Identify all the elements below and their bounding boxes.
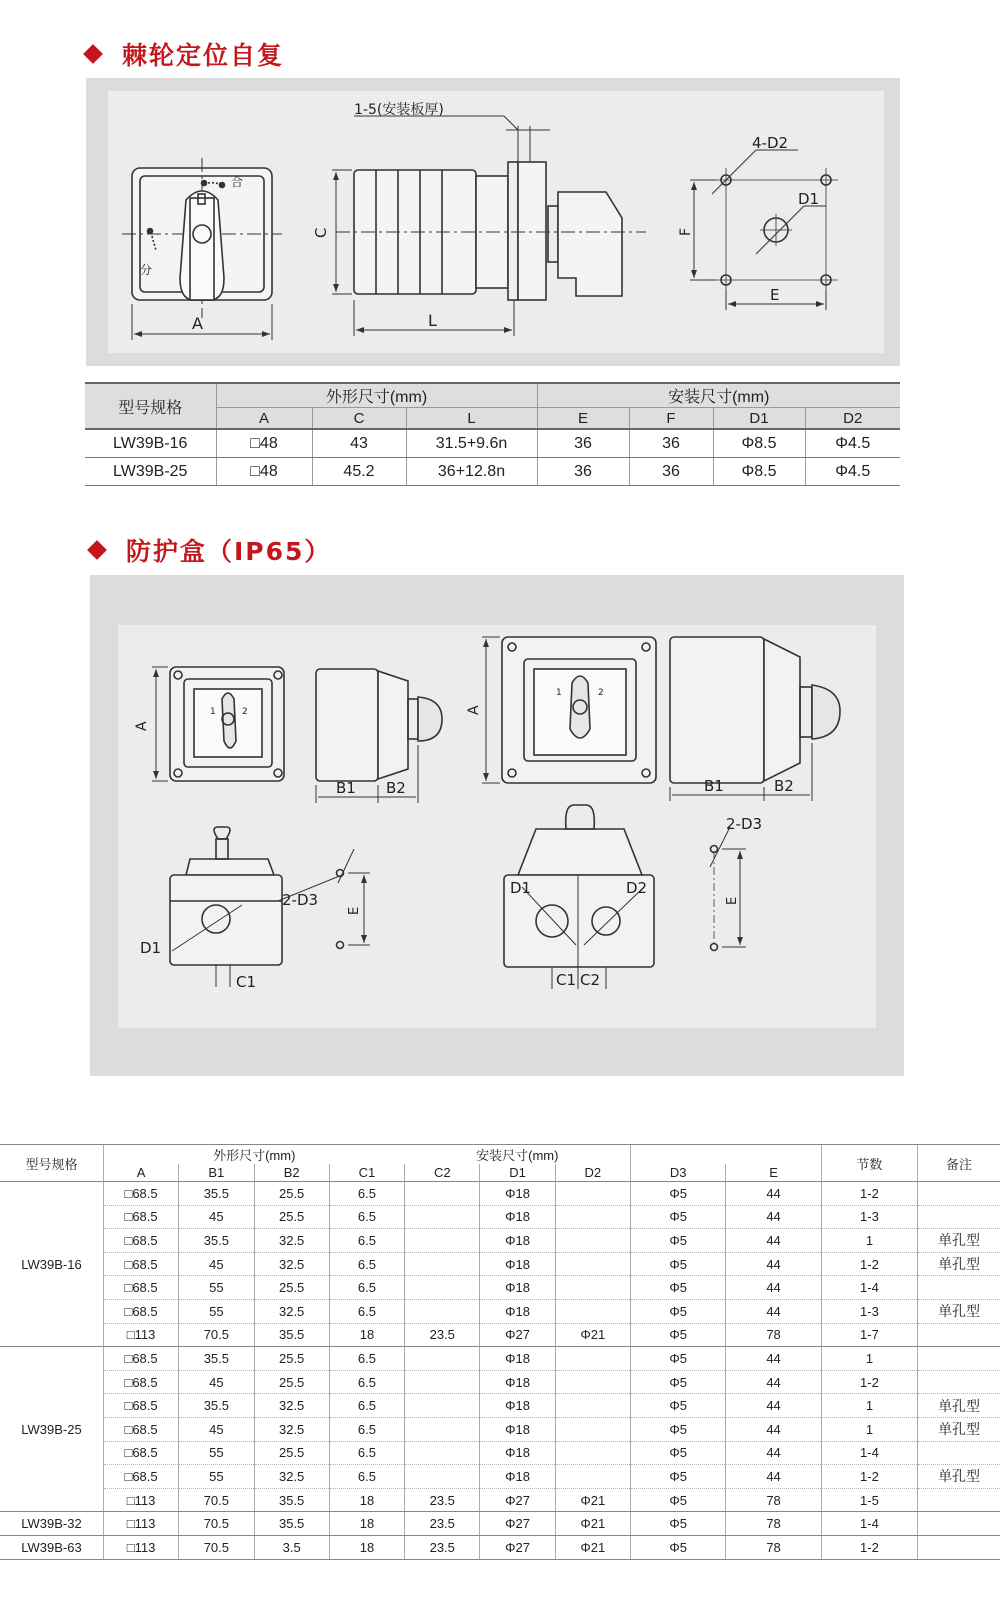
cell: 55 (179, 1465, 254, 1489)
section-title-protective-box (90, 532, 331, 568)
cell: Φ5 (631, 1441, 726, 1465)
dim-a-label: A (192, 314, 203, 333)
cell (405, 1299, 480, 1323)
large-box-dim-d2-label: D2 (626, 879, 648, 897)
cell-remark (918, 1535, 1000, 1559)
cell: 32.5 (254, 1252, 329, 1276)
cell: □113 (103, 1512, 178, 1536)
cell: 78 (726, 1488, 821, 1512)
cell-remark (918, 1488, 1000, 1512)
cell: 1-2 (821, 1252, 917, 1276)
cell: □68.5 (103, 1370, 178, 1394)
cell: □68.5 (103, 1465, 178, 1489)
cell: 35.5 (254, 1512, 329, 1536)
section-title-text: 防护盒（IP65） (126, 537, 332, 566)
cell: 32.5 (254, 1417, 329, 1441)
table-row (0, 1488, 1000, 1512)
cell: 25.5 (254, 1347, 329, 1371)
cell: 35.5 (254, 1323, 329, 1347)
table-row (0, 1347, 1000, 1371)
cell: □48 (216, 458, 312, 486)
cell: Φ5 (631, 1229, 726, 1253)
cell: Φ21 (555, 1488, 630, 1512)
column-header: F (629, 408, 713, 430)
dim-4d2-label: 4-D2 (752, 134, 789, 152)
cell: 23.5 (405, 1512, 480, 1536)
cell: Φ5 (631, 1323, 726, 1347)
table-row (85, 429, 900, 458)
cell: Φ5 (631, 1252, 726, 1276)
small-box-dim-c1-label: C1 (236, 973, 257, 991)
cell: 6.5 (329, 1347, 404, 1371)
cell: 1 (821, 1347, 917, 1371)
cell: Φ18 (480, 1276, 555, 1300)
column-header: D2 (805, 408, 900, 430)
cell: 1-4 (821, 1512, 917, 1536)
small-box-dim-b2-label: B2 (386, 779, 406, 797)
large-box-dim-a-label: A (466, 705, 482, 715)
cell-remark: 单孔型 (918, 1465, 1000, 1489)
cell: □68.5 (103, 1347, 178, 1371)
cell: 3.5 (254, 1535, 329, 1559)
table-body (0, 1182, 1000, 1560)
cell: 36+12.8n (406, 458, 537, 486)
cell: □68.5 (103, 1441, 178, 1465)
cell: 1-2 (821, 1182, 917, 1206)
cell: Φ18 (480, 1229, 555, 1253)
cell (405, 1441, 480, 1465)
cell: 6.5 (329, 1394, 404, 1418)
cell: 70.5 (179, 1488, 254, 1512)
close-position-label: 合 (231, 175, 244, 189)
dim-f-label: F (678, 227, 694, 236)
open-position-label: 分 (140, 263, 153, 277)
table-row (0, 1535, 1000, 1559)
cell (555, 1182, 630, 1206)
cell-model: LW39B-25 (85, 458, 216, 486)
cell: 31.5+9.6n (406, 429, 537, 458)
cell: 43 (312, 429, 406, 458)
cell: 55 (179, 1276, 254, 1300)
cell: 44 (726, 1394, 821, 1418)
large-box-dim-b2-label: B2 (774, 777, 794, 795)
cell-remark (918, 1276, 1000, 1300)
cell: 1 (821, 1229, 917, 1253)
table-row (0, 1370, 1000, 1394)
dim-e-label: E (770, 286, 780, 304)
cell: Φ18 (480, 1252, 555, 1276)
cell: 44 (726, 1441, 821, 1465)
cell: 55 (179, 1441, 254, 1465)
cell (555, 1465, 630, 1489)
cell: □68.5 (103, 1252, 178, 1276)
cell: Φ4.5 (805, 458, 900, 486)
cell-remark: 单孔型 (918, 1252, 1000, 1276)
cell: 44 (726, 1465, 821, 1489)
switch-drawing-svg (86, 78, 900, 366)
cell: 6.5 (329, 1182, 404, 1206)
cell: Φ5 (631, 1488, 726, 1512)
cell (405, 1205, 480, 1229)
cell: 45 (179, 1417, 254, 1441)
cell (555, 1205, 630, 1229)
cell: 32.5 (254, 1299, 329, 1323)
small-box-dim-d1-label: D1 (140, 939, 162, 957)
cell-remark: 单孔型 (918, 1417, 1000, 1441)
column-header: A (216, 408, 312, 430)
cell: Φ27 (480, 1512, 555, 1536)
small-box-dim-b1-label: B1 (336, 779, 356, 797)
column-header: D2 (555, 1164, 630, 1182)
cell: 25.5 (254, 1370, 329, 1394)
protective-box-spec-table (0, 1144, 1000, 1560)
dim-d1-label: D1 (798, 190, 820, 208)
dimension-drawing-switch (86, 78, 900, 366)
large-box-dim-c1-label: C1 (556, 971, 577, 989)
cell: 25.5 (254, 1276, 329, 1300)
cell: 18 (329, 1323, 404, 1347)
cell-remark (918, 1512, 1000, 1536)
table-row (0, 1512, 1000, 1536)
cell: 44 (726, 1370, 821, 1394)
cell: 6.5 (329, 1276, 404, 1300)
cell: Φ18 (480, 1299, 555, 1323)
cell: 1-2 (821, 1465, 917, 1489)
table-row (0, 1182, 1000, 1206)
column-header: L (406, 408, 537, 430)
cell: 36 (629, 458, 713, 486)
cell: 6.5 (329, 1417, 404, 1441)
column-header: D3 (631, 1164, 726, 1182)
table-row (0, 1229, 1000, 1253)
cell: 23.5 (405, 1535, 480, 1559)
table-row (0, 1299, 1000, 1323)
cell: Φ5 (631, 1299, 726, 1323)
cell-model: LW39B-16 (0, 1182, 103, 1347)
diamond-bullet-icon (83, 44, 103, 64)
cell: 32.5 (254, 1465, 329, 1489)
small-box-dim-2d3-label: 2-D3 (282, 891, 319, 909)
cell: 1-2 (821, 1535, 917, 1559)
cell (555, 1441, 630, 1465)
cell: Φ18 (480, 1205, 555, 1229)
cell: 6.5 (329, 1205, 404, 1229)
cell-remark (918, 1182, 1000, 1206)
table-row (0, 1252, 1000, 1276)
cell: Φ5 (631, 1182, 726, 1206)
cell: □68.5 (103, 1229, 178, 1253)
cell: Φ18 (480, 1370, 555, 1394)
model-header: 型号规格 (85, 383, 216, 429)
cell: □48 (216, 429, 312, 458)
dial-label-1: 1 (556, 688, 562, 698)
cell: 35.5 (179, 1229, 254, 1253)
cell: 45 (179, 1205, 254, 1229)
cell: □113 (103, 1488, 178, 1512)
large-box-dim-d1-label: D1 (510, 879, 532, 897)
dial-label-2: 2 (242, 707, 248, 717)
cell: 6.5 (329, 1465, 404, 1489)
cell (405, 1252, 480, 1276)
dim-c-label: C (312, 227, 330, 238)
table-row (0, 1276, 1000, 1300)
cell: Φ8.5 (713, 458, 805, 486)
table-row (0, 1465, 1000, 1489)
table-row (85, 458, 900, 486)
cell: 44 (726, 1229, 821, 1253)
sections-header: 节数 (821, 1145, 917, 1182)
cell: Φ18 (480, 1441, 555, 1465)
cell: □68.5 (103, 1276, 178, 1300)
cell: 23.5 (405, 1488, 480, 1512)
cell: 45.2 (312, 458, 406, 486)
column-header: E (726, 1164, 821, 1182)
cell: 1-5 (821, 1488, 917, 1512)
cell: 36 (629, 429, 713, 458)
cell: 6.5 (329, 1299, 404, 1323)
section-title-ratchet (86, 36, 284, 72)
outline-dimensions-header: 外形尺寸(mm) (216, 383, 537, 408)
cell: 78 (726, 1512, 821, 1536)
large-box-dim-2d3-label: 2-D3 (726, 815, 763, 833)
cell: Φ5 (631, 1535, 726, 1559)
cell-remark (918, 1441, 1000, 1465)
cell: Φ5 (631, 1205, 726, 1229)
cell: □68.5 (103, 1182, 178, 1206)
cell: 18 (329, 1535, 404, 1559)
cell-remark (918, 1347, 1000, 1371)
cell (555, 1299, 630, 1323)
cell: 35.5 (179, 1394, 254, 1418)
cell: 18 (329, 1488, 404, 1512)
dial-label-1: 1 (210, 707, 216, 717)
cell: 45 (179, 1370, 254, 1394)
dimension-drawing-box (90, 575, 904, 1076)
cell: 78 (726, 1323, 821, 1347)
large-box-dim-e-label: E (725, 896, 740, 905)
cell (555, 1394, 630, 1418)
cell: 1-4 (821, 1441, 917, 1465)
large-box-dim-c2-label: C2 (580, 971, 601, 989)
table-row (0, 1205, 1000, 1229)
cell: 44 (726, 1417, 821, 1441)
cell: Φ18 (480, 1394, 555, 1418)
model-header: 型号规格 (0, 1145, 103, 1182)
small-box-dim-a-label: A (134, 721, 150, 731)
cell: Φ27 (480, 1323, 555, 1347)
large-box-dim-b1-label: B1 (704, 777, 724, 795)
cell: Φ5 (631, 1276, 726, 1300)
cell: Φ21 (555, 1535, 630, 1559)
cell (405, 1465, 480, 1489)
cell: 35.5 (179, 1347, 254, 1371)
cell: 6.5 (329, 1252, 404, 1276)
cell: 44 (726, 1299, 821, 1323)
cell: □68.5 (103, 1394, 178, 1418)
cell-remark: 单孔型 (918, 1229, 1000, 1253)
cell: 55 (179, 1299, 254, 1323)
table-row (0, 1417, 1000, 1441)
column-header: C (312, 408, 406, 430)
mounting-dimensions-header: 安装尺寸(mm) (405, 1145, 631, 1165)
cell: 44 (726, 1276, 821, 1300)
table-row (0, 1441, 1000, 1465)
cell: Φ18 (480, 1417, 555, 1441)
cell-remark (918, 1205, 1000, 1229)
cell: 6.5 (329, 1370, 404, 1394)
cell: □68.5 (103, 1205, 178, 1229)
column-header: A (103, 1164, 178, 1182)
cell: 1-2 (821, 1370, 917, 1394)
cell: 25.5 (254, 1205, 329, 1229)
cell: 36 (537, 429, 629, 458)
cell: 1-3 (821, 1205, 917, 1229)
cell-model: LW39B-32 (0, 1512, 103, 1536)
table-row (0, 1394, 1000, 1418)
cell: 32.5 (254, 1229, 329, 1253)
cell: Φ5 (631, 1347, 726, 1371)
column-header: D1 (713, 408, 805, 430)
cell: 1-7 (821, 1323, 917, 1347)
box-drawing-svg (90, 575, 904, 1076)
cell: 32.5 (254, 1394, 329, 1418)
cell: Φ21 (555, 1323, 630, 1347)
mounting-dimensions-header: 安装尺寸(mm) (537, 383, 900, 408)
cell (405, 1229, 480, 1253)
cell: □113 (103, 1323, 178, 1347)
cell: 44 (726, 1182, 821, 1206)
cell: 70.5 (179, 1512, 254, 1536)
outline-dimensions-header: 外形尺寸(mm) (103, 1145, 404, 1165)
cell: 18 (329, 1512, 404, 1536)
cell: Φ27 (480, 1488, 555, 1512)
cell: 44 (726, 1347, 821, 1371)
cell: 25.5 (254, 1441, 329, 1465)
cell: □68.5 (103, 1299, 178, 1323)
cell-model: LW39B-16 (85, 429, 216, 458)
cell: 6.5 (329, 1441, 404, 1465)
cell: 25.5 (254, 1182, 329, 1206)
cell (555, 1370, 630, 1394)
section-title-text: 棘轮定位自复 (122, 41, 285, 70)
cell-remark: 单孔型 (918, 1299, 1000, 1323)
cell: 45 (179, 1252, 254, 1276)
cell: Φ27 (480, 1535, 555, 1559)
cell: 70.5 (179, 1323, 254, 1347)
column-header: D1 (480, 1164, 555, 1182)
cell: 35.5 (179, 1182, 254, 1206)
cell (555, 1276, 630, 1300)
cell: Φ5 (631, 1370, 726, 1394)
cell (555, 1347, 630, 1371)
diamond-bullet-icon (87, 540, 107, 560)
cell: 6.5 (329, 1229, 404, 1253)
cell: Φ5 (631, 1417, 726, 1441)
cell (555, 1252, 630, 1276)
cell: Φ4.5 (805, 429, 900, 458)
cell: 70.5 (179, 1535, 254, 1559)
cell: Φ18 (480, 1182, 555, 1206)
cell (555, 1229, 630, 1253)
column-header: B2 (254, 1164, 329, 1182)
switch-spec-table (85, 382, 900, 486)
cell: 78 (726, 1535, 821, 1559)
cell (405, 1182, 480, 1206)
cell: 1-3 (821, 1299, 917, 1323)
cell (405, 1394, 480, 1418)
cell: Φ5 (631, 1465, 726, 1489)
column-header: C1 (329, 1164, 404, 1182)
cell: 35.5 (254, 1488, 329, 1512)
column-header: C2 (405, 1164, 480, 1182)
cell: 36 (537, 458, 629, 486)
cell-model: LW39B-63 (0, 1535, 103, 1559)
cell-model: LW39B-25 (0, 1347, 103, 1512)
plate-thickness-label: 1-5(安装板厚) (354, 102, 444, 118)
cell: Φ5 (631, 1512, 726, 1536)
cell (405, 1347, 480, 1371)
cell-remark (918, 1323, 1000, 1347)
cell: 44 (726, 1205, 821, 1229)
cell: 1 (821, 1394, 917, 1418)
cell (405, 1370, 480, 1394)
cell (555, 1417, 630, 1441)
dial-label-2: 2 (598, 688, 604, 698)
cell (405, 1417, 480, 1441)
column-header: B1 (179, 1164, 254, 1182)
cell: Φ5 (631, 1394, 726, 1418)
cell: 1-4 (821, 1276, 917, 1300)
cell-remark: 单孔型 (918, 1394, 1000, 1418)
dim-l-label: L (428, 311, 437, 330)
cell: □68.5 (103, 1417, 178, 1441)
cell: Φ18 (480, 1347, 555, 1371)
cell: 44 (726, 1252, 821, 1276)
cell: 23.5 (405, 1323, 480, 1347)
small-box-dim-e-label: E (347, 906, 362, 915)
cell: 1 (821, 1417, 917, 1441)
cell: Φ18 (480, 1465, 555, 1489)
remark-header: 备注 (918, 1145, 1000, 1182)
cell: Φ8.5 (713, 429, 805, 458)
table-row (0, 1323, 1000, 1347)
cell: □113 (103, 1535, 178, 1559)
column-header: E (537, 408, 629, 430)
cell-remark (918, 1370, 1000, 1394)
cell (405, 1276, 480, 1300)
cell: Φ21 (555, 1512, 630, 1536)
